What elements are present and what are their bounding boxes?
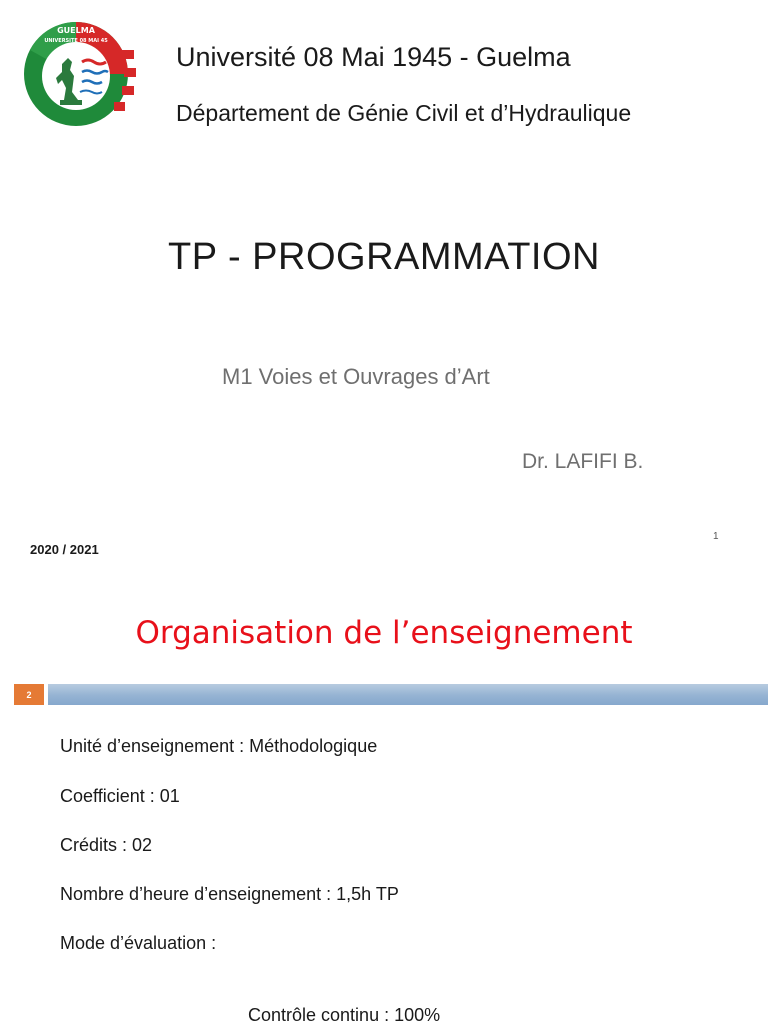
list-item: Coefficient : 01 bbox=[60, 786, 180, 806]
department-name: Département de Génie Civil et d’Hydraulique bbox=[176, 100, 632, 126]
university-name: Université 08 Mai 1945 - Guelma bbox=[176, 42, 571, 72]
svg-text:GUELMA: GUELMA bbox=[57, 26, 95, 35]
svg-text:UNIVERSITE 08 MAI 45: UNIVERSITE 08 MAI 45 bbox=[44, 38, 108, 44]
slide-title: TP - PROGRAMMATION bbox=[168, 236, 600, 278]
header-bar bbox=[48, 684, 768, 705]
academic-year: 2020 / 2021 bbox=[30, 542, 99, 557]
list-item: Mode d’évaluation : bbox=[60, 933, 217, 953]
course-subtitle: M1 Voies et Ouvrages d’Art bbox=[222, 364, 490, 389]
university-logo bbox=[18, 18, 136, 130]
list-item: Crédits : 02 bbox=[60, 835, 153, 855]
slide-2 bbox=[0, 575, 768, 1024]
page-number-badge: 2 bbox=[14, 684, 44, 705]
author-name: Dr. LAFIFI B. bbox=[522, 450, 644, 473]
page-number: 1 bbox=[713, 531, 719, 542]
evaluation-detail: Contrôle continu : 100% bbox=[248, 1005, 441, 1024]
list-item: Nombre d’heure d’enseignement : 1,5h TP bbox=[60, 884, 399, 904]
list-item: Unité d’enseignement : Méthodologique bbox=[60, 736, 378, 756]
slide-title: Organisation de l’enseignement bbox=[135, 615, 633, 651]
